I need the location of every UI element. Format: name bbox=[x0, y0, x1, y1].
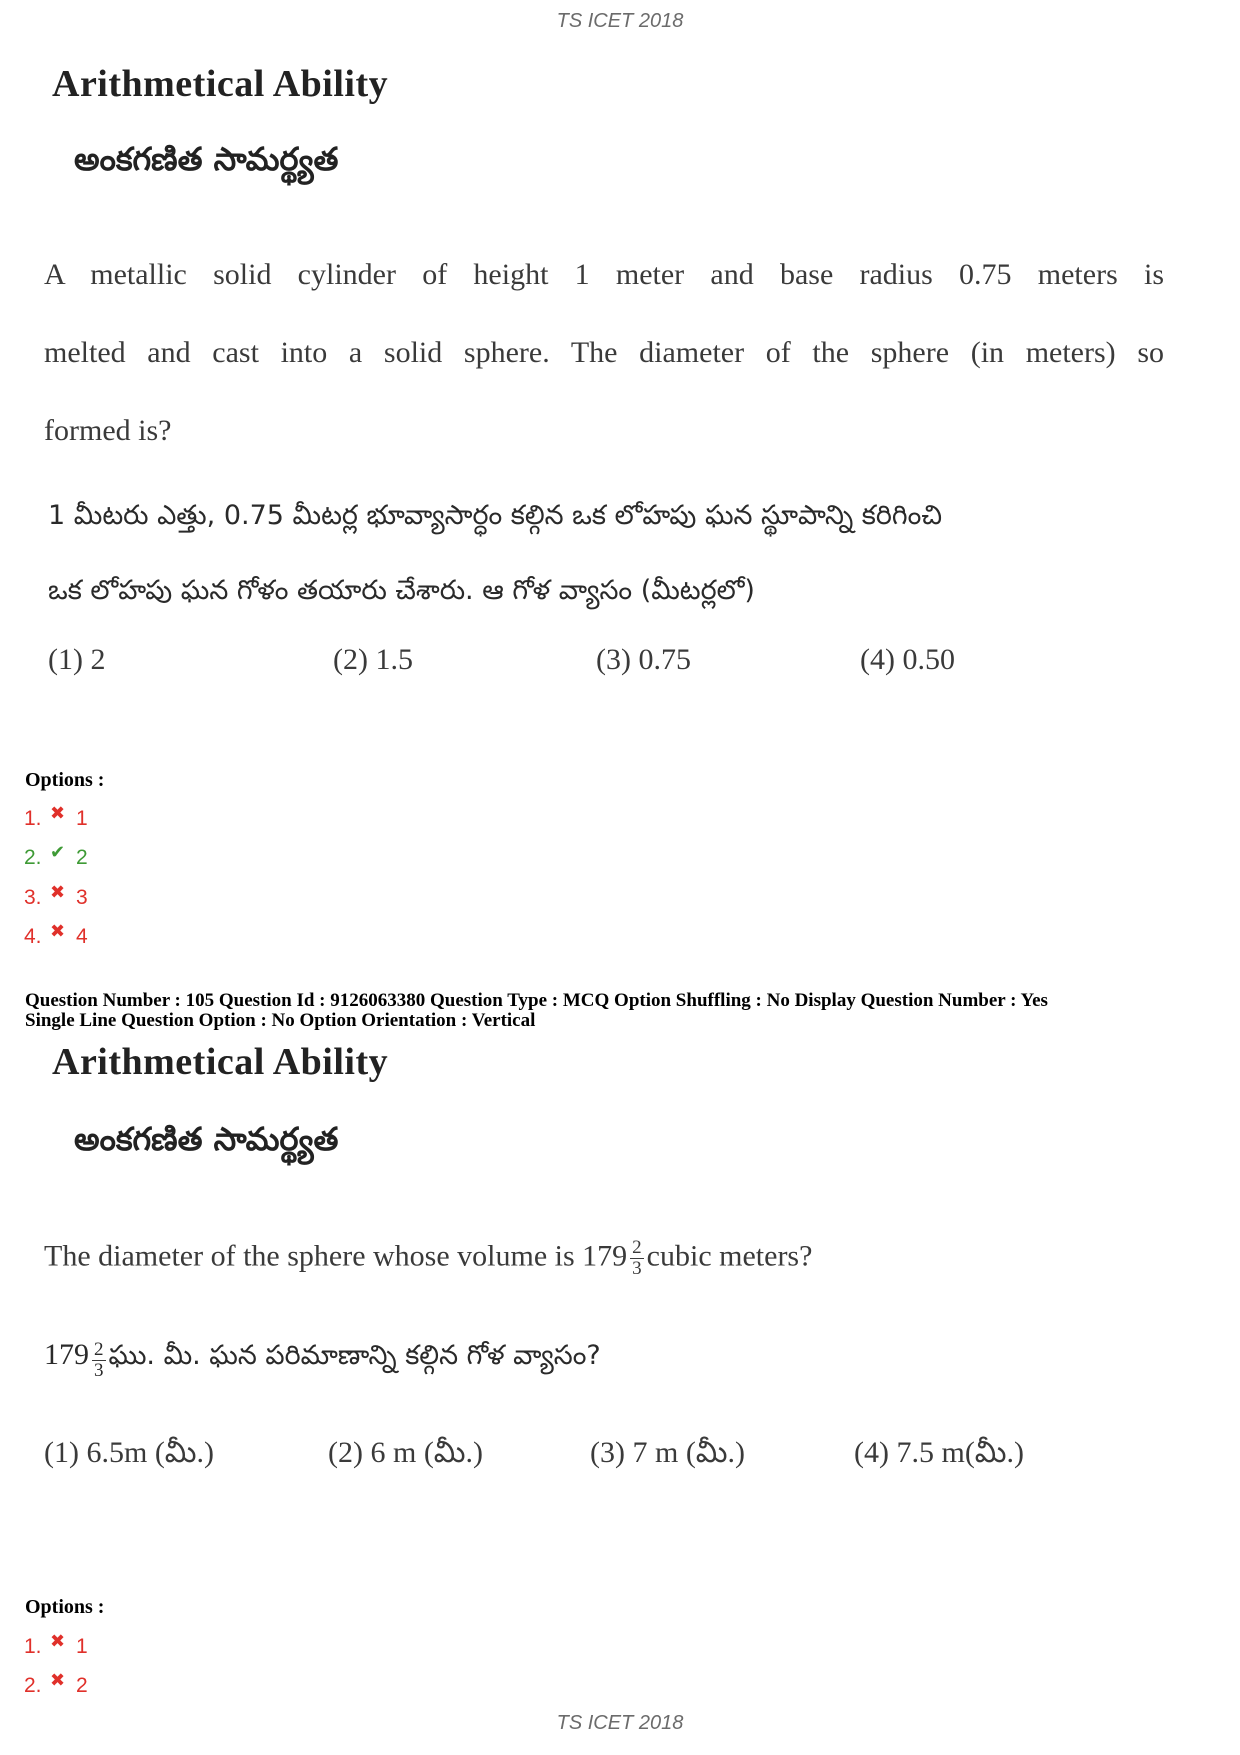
section-title-telugu: అంకగణిత సామర్థ్యత bbox=[74, 1120, 339, 1158]
option-value: 4 bbox=[76, 925, 88, 948]
answer-choice-2: (2) 6 m (మీ.) bbox=[328, 1436, 484, 1469]
cross-icon: ✖ bbox=[50, 1631, 66, 1651]
option-value: 2 bbox=[76, 846, 88, 869]
page-header: TS ICET 2018 bbox=[556, 10, 684, 32]
option-number: 4. bbox=[24, 925, 42, 948]
option-number: 2. bbox=[24, 1674, 42, 1697]
cross-icon: ✖ bbox=[50, 803, 66, 823]
fraction bbox=[92, 1340, 106, 1381]
option-number: 2. bbox=[24, 846, 42, 869]
question-text-post: cubic meters? bbox=[646, 1239, 813, 1273]
answer-choice-4: (4) 7.5 m(మీ.) bbox=[854, 1436, 1025, 1469]
question-text-pre: The diameter of the sphere whose volume is 179 bbox=[44, 1239, 628, 1273]
option-item bbox=[24, 918, 88, 948]
option-item bbox=[24, 800, 88, 830]
answer-choice-3: (3) 0.75 bbox=[596, 643, 691, 676]
option-value: 3 bbox=[76, 886, 88, 909]
option-number: 3. bbox=[24, 886, 42, 909]
option-value: 1 bbox=[76, 807, 88, 830]
question-line: formed is? bbox=[44, 414, 172, 447]
option-number: 1. bbox=[24, 807, 42, 830]
option-value: 1 bbox=[76, 1635, 88, 1658]
option-item bbox=[24, 839, 88, 869]
question-text-telugu bbox=[44, 1338, 601, 1381]
answer-choice-1: (1) 2 bbox=[48, 643, 106, 676]
fraction-denominator: 3 bbox=[632, 1258, 642, 1279]
question-text-telugu-number: 179 bbox=[44, 1338, 89, 1371]
question-line: A metallic solid cylinder of height 1 meter and base radius 0.75 meters is bbox=[44, 258, 1164, 291]
page-footer: TS ICET 2018 bbox=[556, 1712, 684, 1734]
options-label: Options : bbox=[25, 769, 105, 791]
question-text-telugu-line-2: ఒక లోహపు ఘన గోళం తయారు చేశారు. ఆ గోళ వ్యాసం (మీటర్లలో) bbox=[48, 575, 755, 606]
section-title-telugu: అంకగణిత సామర్థ్యత bbox=[74, 140, 339, 178]
option-value: 2 bbox=[76, 1674, 88, 1697]
cross-icon: ✖ bbox=[50, 1670, 66, 1690]
fraction-numerator: 2 bbox=[94, 1338, 104, 1360]
cross-icon: ✖ bbox=[50, 921, 66, 941]
question-line: melted and cast into a solid sphere. The diameter of the sphere (in meters) so bbox=[44, 336, 1164, 369]
section-title-english: Arithmetical Ability bbox=[52, 63, 389, 105]
option-number: 1. bbox=[24, 1635, 42, 1658]
section-title-english: Arithmetical Ability bbox=[52, 1041, 389, 1083]
option-item bbox=[24, 1667, 88, 1697]
options-label: Options : bbox=[25, 1596, 105, 1618]
check-icon: ✔ bbox=[50, 842, 66, 862]
fraction bbox=[630, 1238, 644, 1279]
question-meta bbox=[25, 991, 1225, 1031]
question-text-telugu-line-1: 1 మీటరు ఎత్తు, 0.75 మీటర్ల భూవ్యాసార్ధం కల్గిన ఒక లోహపు ఘన స్థూపాన్ని కరిగించి bbox=[48, 500, 943, 531]
question-text-english bbox=[44, 1238, 812, 1279]
answer-choice-1: (1) 6.5m (మీ.) bbox=[44, 1436, 215, 1469]
fraction-numerator: 2 bbox=[632, 1237, 642, 1258]
question-text-telugu-rest: ఘు. మీ. ఘన పరిమాణాన్ని కల్గిన గోళ వ్యాసం? bbox=[108, 1340, 601, 1371]
cross-icon: ✖ bbox=[50, 882, 66, 902]
option-item bbox=[24, 1628, 88, 1658]
answer-choice-3: (3) 7 m (మీ.) bbox=[590, 1436, 746, 1469]
answer-choice-2: (2) 1.5 bbox=[333, 643, 413, 676]
answer-choice-4: (4) 0.50 bbox=[860, 643, 955, 676]
fraction-denominator: 3 bbox=[94, 1359, 104, 1381]
question-text-english bbox=[44, 236, 1164, 470]
option-item bbox=[24, 879, 88, 909]
question-meta-line-2: Single Line Question Option : No Option Orientation : Vertical bbox=[25, 1010, 536, 1031]
question-meta-line-1: Question Number : 105 Question Id : 9126063380 Question Type : MCQ Option Shuffling : No Display Question Number : Yes bbox=[25, 990, 1048, 1011]
